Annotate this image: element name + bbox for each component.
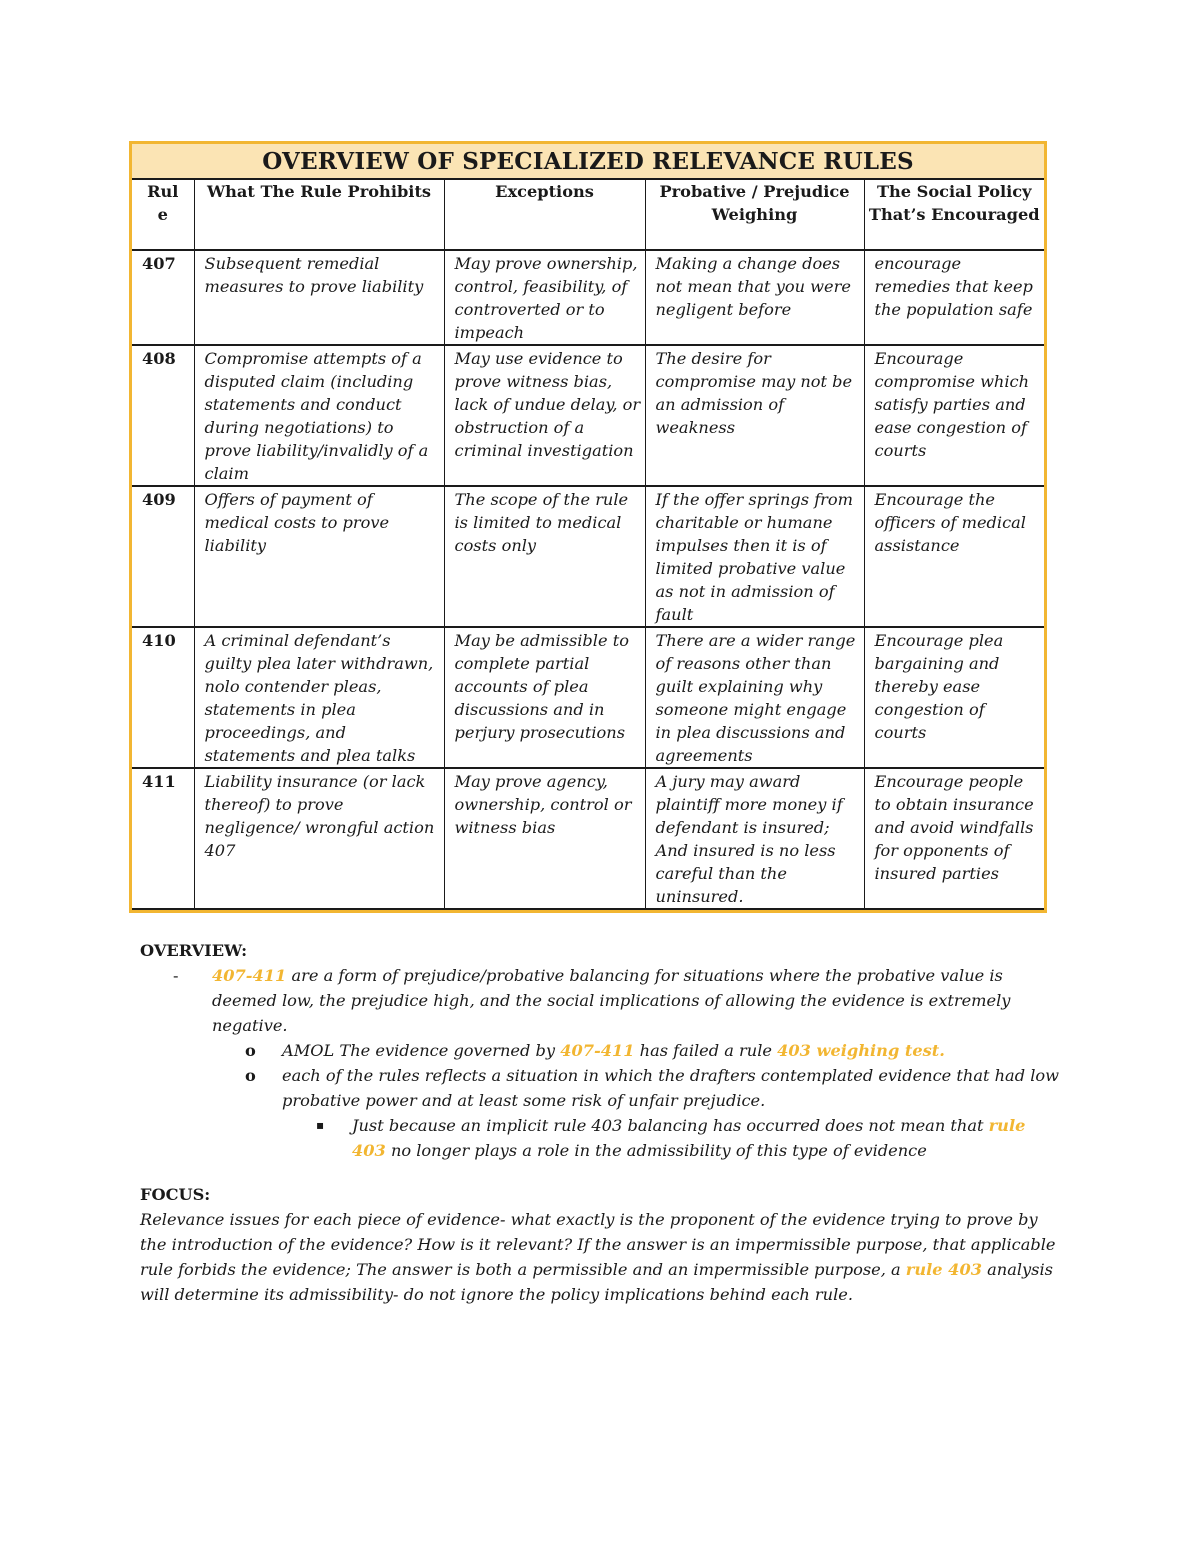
weighing-cell: A jury may award plaintiff more money if defendant is insured; And insured is no less careful than the uninsured. xyxy=(645,768,864,909)
exceptions-cell: The scope of the rule is limited to medical costs only xyxy=(444,486,645,627)
weighing-cell: There are a wider range of reasons other than guilt explaining why someone might engage in plea discussions and agreements xyxy=(645,627,864,768)
focus-text: analysis will determine its admissibility- do not ignore the policy implications behind each rule. xyxy=(140,1260,1053,1304)
table-row xyxy=(132,345,1044,486)
policy-cell: Encourage compromise which satisfy parties and ease congestion of courts xyxy=(864,345,1044,486)
exceptions-cell: May use evidence to prove witness bias, lack of undue delay, or obstruction of a criminal investigation xyxy=(444,345,645,486)
rule-number: 408 xyxy=(132,345,194,486)
header-exceptions: Exceptions xyxy=(444,180,645,250)
bullet-text: has failed a rule xyxy=(634,1041,778,1060)
header-rule: Rul e xyxy=(132,180,194,250)
prohibits-cell: Compromise attempts of a disputed claim (including statements and conduct during negotiations) to prove liability/invalidly of a claim xyxy=(194,345,444,486)
policy-cell: Encourage plea bargaining and thereby ease congestion of courts xyxy=(864,627,1044,768)
rule-403-ref: rule 403 xyxy=(905,1260,982,1279)
overview-subbullet xyxy=(140,1038,1060,1063)
table-row xyxy=(132,250,1044,345)
header-policy: The Social Policy That’s Encouraged xyxy=(864,180,1044,250)
square-bullet-icon: ▪ xyxy=(316,1118,325,1132)
exceptions-cell: May prove agency, ownership, control or witness bias xyxy=(444,768,645,909)
rule-403-ref: 403 weighing test. xyxy=(777,1041,945,1060)
table-title: OVERVIEW OF SPECIALIZED RELEVANCE RULES xyxy=(132,144,1044,180)
notes-section xyxy=(140,938,1060,1307)
focus-paragraph xyxy=(140,1207,1060,1307)
rule-range-ref: 407-411 xyxy=(560,1041,635,1060)
exceptions-cell: May prove ownership, control, feasibility, of controverted or to impeach xyxy=(444,250,645,345)
header-weighing: Probative / Prejudice Weighing xyxy=(645,180,864,250)
overview-heading: OVERVIEW: xyxy=(140,941,248,960)
header-prohibits: What The Rule Prohibits xyxy=(194,180,444,250)
rule-403-ref: rule 403 xyxy=(352,1116,1026,1160)
overview-subsubbullet xyxy=(140,1113,1060,1163)
rule-number: 407 xyxy=(132,250,194,345)
table-row xyxy=(132,768,1044,909)
bullet-text: each of the rules reflects a situation in which the drafters contemplated evidence that had low probative power and at least some risk of unfair prejudice. xyxy=(282,1066,1059,1110)
bullet-text: AMOL The evidence governed by xyxy=(282,1041,561,1060)
prohibits-cell: Subsequent remedial measures to prove liability xyxy=(194,250,444,345)
table-row xyxy=(132,627,1044,768)
circle-bullet-icon: o xyxy=(245,1066,256,1085)
bullet-text: no longer plays a role in the admissibility of this type of evidence xyxy=(385,1141,927,1160)
circle-bullet-icon: o xyxy=(245,1041,256,1060)
prohibits-cell: Liability insurance (or lack thereof) to prove negligence/ wrongful action 407 xyxy=(194,768,444,909)
weighing-cell: If the offer springs from charitable or humane impulses then it is of limited probative value as not in admission of fault xyxy=(645,486,864,627)
rule-range-ref: 407-411 xyxy=(212,966,287,985)
prohibits-cell: Offers of payment of medical costs to prove liability xyxy=(194,486,444,627)
focus-text: Relevance issues for each piece of evidence- what exactly is the proponent of the evidence trying to prove by the introduction of the evidence? How is it relevant? If the answer is an impermissible purpose, that applicable rule forbids the evidence; The answer is both a permissible and an impermissible purpose, a xyxy=(140,1210,1056,1279)
overview-subbullet xyxy=(140,1063,1060,1113)
table-row xyxy=(132,486,1044,627)
rule-number: 410 xyxy=(132,627,194,768)
focus-heading: FOCUS: xyxy=(140,1185,211,1204)
rule-number: 409 xyxy=(132,486,194,627)
rule-number: 411 xyxy=(132,768,194,909)
prohibits-cell: A criminal defendant’s guilty plea later withdrawn, nolo contender pleas, statements in plea proceedings, and statements and plea talks xyxy=(194,627,444,768)
policy-cell: encourage remedies that keep the population safe xyxy=(864,250,1044,345)
rules-table xyxy=(129,141,1047,913)
bullet-text: are a form of prejudice/probative balancing for situations where the probative value is deemed low, the prejudice high, and the social implications of allowing the evidence is extremely negative. xyxy=(212,966,1011,1035)
bullet-text: Just because an implicit rule 403 balancing has occurred does not mean that xyxy=(352,1116,989,1135)
weighing-cell: The desire for compromise may not be an admission of weakness xyxy=(645,345,864,486)
table-header-row xyxy=(132,180,1044,250)
weighing-cell: Making a change does not mean that you were negligent before xyxy=(645,250,864,345)
dash-bullet-icon: - xyxy=(173,966,179,985)
overview-bullet xyxy=(140,963,1060,1038)
policy-cell: Encourage the officers of medical assistance xyxy=(864,486,1044,627)
policy-cell: Encourage people to obtain insurance and avoid windfalls for opponents of insured parties xyxy=(864,768,1044,909)
exceptions-cell: May be admissible to complete partial accounts of plea discussions and in perjury prosecutions xyxy=(444,627,645,768)
